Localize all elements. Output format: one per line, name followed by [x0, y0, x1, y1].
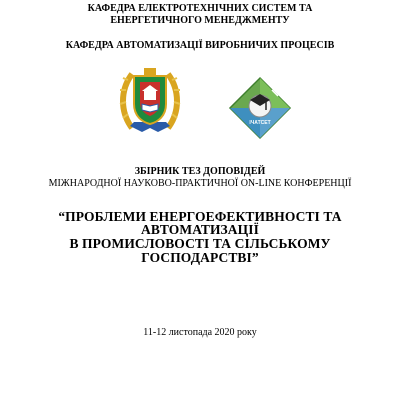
department-1-line-1: КАФЕДРА ЕЛЕКТРОТЕХНІЧНИХ СИСТЕМ ТА — [87, 3, 313, 14]
department-1-line-2: ЕНЕРГЕТИЧНОГО МЕНЕДЖМЕНТУ — [110, 15, 290, 26]
collection-line-1: ЗБІРНИК ТЕЗ ДОПОВІДЕЙ — [134, 166, 266, 177]
conference-title-line-4: ГОСПОДАРСТВІ” — [141, 250, 259, 265]
faculty-emblem-icon — [228, 76, 292, 140]
department-2: КАФЕДРА АВТОМАТИЗАЦІЇ ВИРОБНИЧИХ ПРОЦЕСІВ — [65, 40, 335, 51]
conference-date: 11-12 листопада 2020 року — [143, 327, 257, 338]
university-coat-of-arms-icon — [118, 66, 182, 136]
conference-title-line-1: “ПРОБЛЕМИ ЕНЕРГОЕФЕКТИВНОСТІ ТА — [58, 209, 342, 224]
conference-title-line-2: АВТОМАТИЗАЦІЇ — [141, 222, 259, 237]
conference-title-line-3: В ПРОМИСЛОВОСТІ ТА СІЛЬСЬКОМУ — [69, 236, 331, 251]
collection-line-2: МІЖНАРОДНОЇ НАУКОВО-ПРАКТИЧНОЇ ON-LINE КОНФЕРЕНЦІЇ — [48, 178, 352, 189]
faculty-emblem-text: ІЧАТСЕТ — [249, 120, 271, 126]
